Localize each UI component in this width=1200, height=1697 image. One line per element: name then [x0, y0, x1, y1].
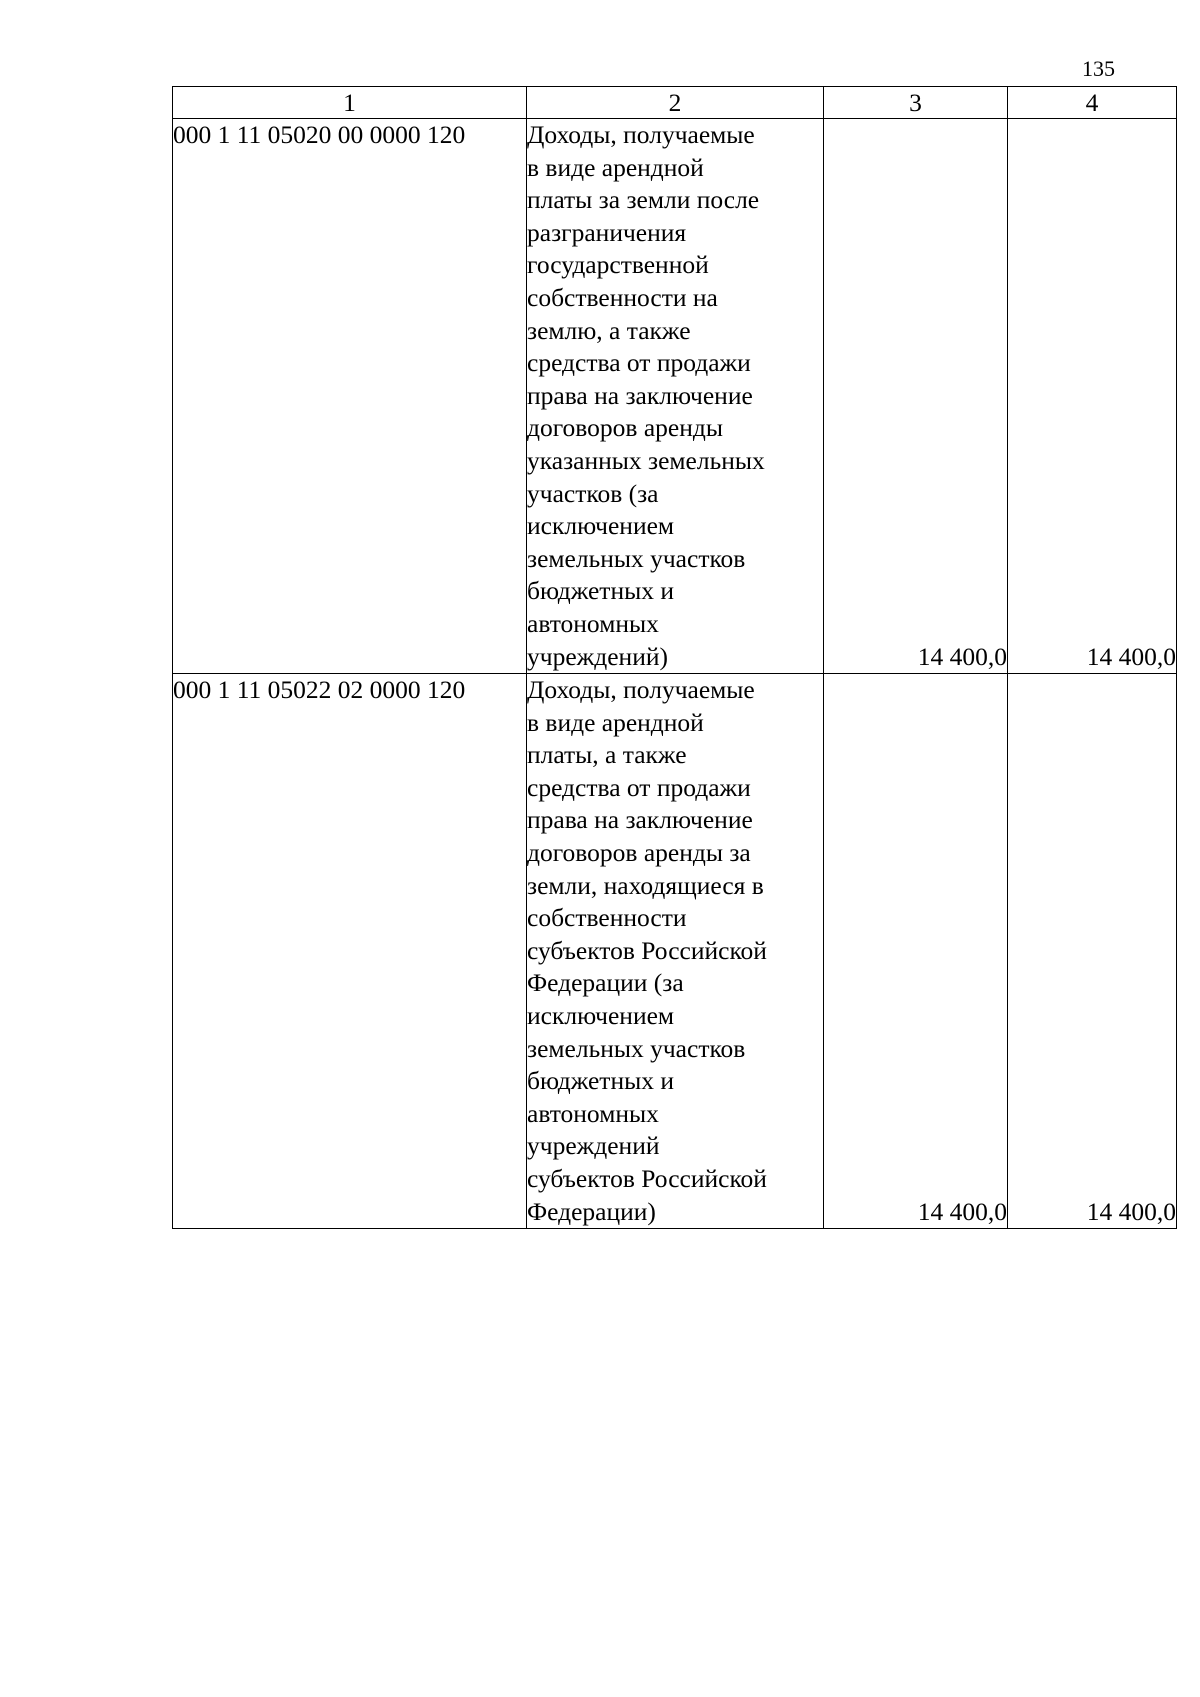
revenue-name-line: учреждений)	[527, 641, 668, 671]
revenue-name-cell	[527, 674, 824, 1229]
amount-column-3-cell: 14 400,0	[824, 674, 1008, 1229]
budget-revenue-table	[172, 86, 1177, 1229]
revenue-name-line: исключением	[527, 1001, 675, 1031]
revenue-name-line: субъектов Российской	[527, 1164, 767, 1193]
column-header-4: 4	[1008, 87, 1177, 119]
revenue-name-cell	[527, 119, 824, 674]
amount-column-4-cell: 14 400,0	[1008, 119, 1177, 674]
revenue-name-line: Доходы, получаемые	[527, 675, 755, 705]
revenue-name-line: учреждений	[527, 1131, 660, 1161]
revenue-name-line: исключением	[527, 511, 675, 541]
page-number: 135	[1082, 56, 1115, 81]
revenue-name-line: государственной	[527, 250, 709, 280]
revenue-name-line: договоров аренды	[527, 413, 723, 443]
revenue-name-line: указанных земельных	[527, 445, 765, 475]
revenue-name-line: договоров аренды за	[527, 838, 751, 868]
revenue-name-line: участков (за	[527, 478, 659, 508]
revenue-name-line: автономных	[527, 608, 659, 638]
revenue-name-line: средства от продажи	[527, 772, 751, 802]
revenue-name-line: субъектов Российской	[527, 935, 767, 965]
revenue-code-cell: 000 1 11 05022 02 0000 120	[173, 674, 527, 1229]
revenue-name-line: Федерации (за	[527, 968, 684, 998]
revenue-name-line: земли, находящиеся в	[527, 870, 764, 900]
revenue-name-line: в виде арендной	[527, 707, 704, 737]
revenue-name-line: собственности	[527, 903, 687, 933]
revenue-name-line: разграничения	[527, 217, 687, 247]
revenue-name-line: землю, а также	[527, 315, 691, 345]
amount-column-3-cell: 14 400,0	[824, 119, 1008, 674]
table-row	[173, 674, 1177, 1229]
column-header-2: 2	[527, 87, 824, 119]
column-header-3: 3	[824, 87, 1008, 119]
revenue-name-line: права на заключение	[527, 380, 753, 410]
revenue-name-line: в виде арендной	[527, 152, 704, 182]
revenue-name-line: платы, а также	[527, 740, 687, 770]
revenue-name-line: земельных участков	[527, 543, 746, 573]
column-header-1: 1	[173, 87, 527, 119]
revenue-name-line: бюджетных и	[527, 1066, 674, 1096]
revenue-name-line: Федерации)	[527, 1196, 656, 1226]
revenue-name-line: Доходы, получаемые	[527, 120, 755, 149]
revenue-code-cell: 000 1 11 05020 00 0000 120	[173, 119, 527, 674]
revenue-name-line: средства от продажи	[527, 348, 751, 378]
table-row	[173, 119, 1177, 674]
revenue-name-line: бюджетных и	[527, 576, 674, 606]
revenue-name-line: собственности на	[527, 282, 718, 312]
revenue-name-line: автономных	[527, 1098, 659, 1128]
revenue-name-line: земельных участков	[527, 1033, 746, 1063]
table-header-row	[173, 87, 1177, 119]
amount-column-4-cell: 14 400,0	[1008, 674, 1177, 1229]
revenue-name-line: права на заключение	[527, 805, 753, 835]
revenue-name-line: платы за земли после	[527, 185, 760, 215]
